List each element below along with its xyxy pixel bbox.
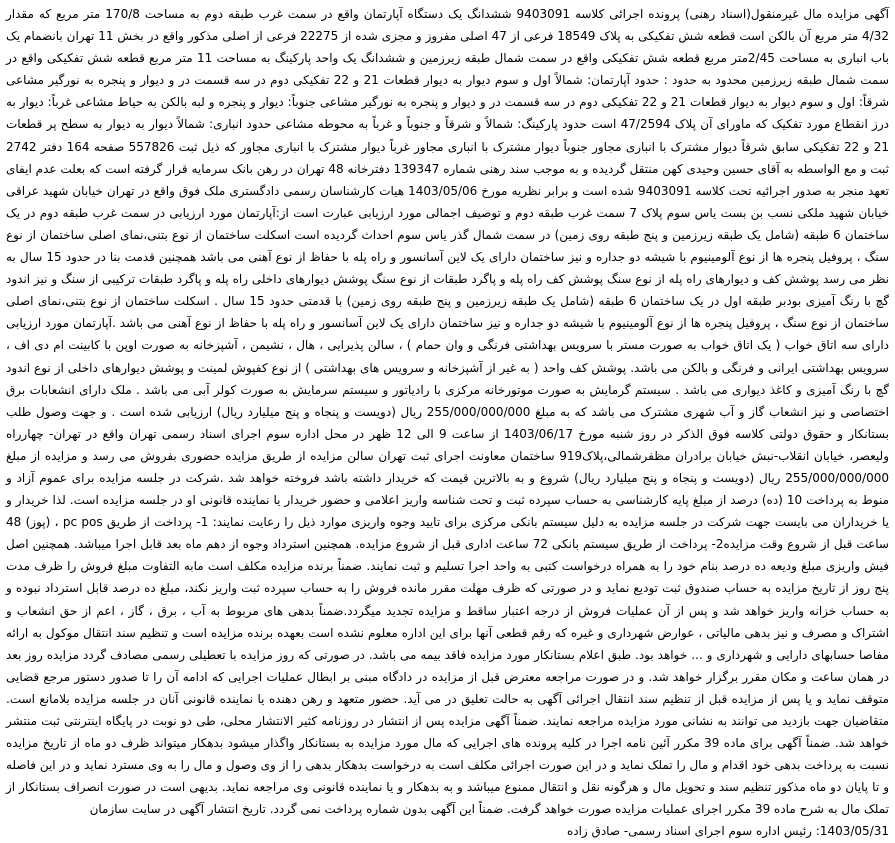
notice-body-text: آگهی مزایده مال غیرمنقول(اسناد رهنی) پرونده اجرائی کلاسه 9403091 ششدانگ یک دستگاه آپارتمان واقع در سمت غرب طبقه دوم به مساحت 170/8 متر مربع که مقدار 4/32 متر مربع آن بالکن است قطعه شش تفکیکی به پلاک 18549 فرعی از 47 اصلی مفروز و مجزی شده از 22275 فرعی از اصلی مذکور واقع در بخش 11 تهران بانضمام یک باب انباری به مساحت 2/45متر مربع قطعه شش تفکیکی واقع در سمت شمال طبقه زیرزمین و ششدانگ یک واحد پارکینگ به مساحت 11 متر مربع قطعه شش تفکیکی واقع در سمت شمال طبقه زیرزمین محدود به حدود : حدود آپارتمان: شمالاً اول و سوم دیوار به دیوار قطعات 21 و 22 تفکیکی دوم در سه قسمت در و دیوار و پنجره به نورگیر مشاعی شرقاً: اول و سوم دیوار به دیوار قطعات 21 و 22 تفکیکی دوم در سه قسمت در و دیوار و پنجره به نورگیر مشاعی جنوباً: دیوار و پنجره و لبه بالکن به حیاط مشاعی غرباً: دیوار به درز انقطاع مورد تفکیک که ماورای آن پلاک 47/2594 است حدود پارکینگ: شمالاً و شرقاً و جنوباً و غرباً به محوطه مشاعی حدود انباری: شمالاً دیوار به دیوار به سطح پر قطعات 21 و 22 تفکیکی سابق شرقاً دیوار مشترک با انباری مجاور جنوباً دیوار مشترک با انباری مجاور غرباً دیوار مشترک با انباری مجاور که ذیل ثبت 557826 صفحه 164 دفتر 2742 ثبت و مع الواسطه به آقای حسین وحیدی کهن منتقل گردیده و به موجب سند رهنی شماره 139347 دفترخانه 48 تهران در رهن بانک سرمایه قرار گرفته است که بعلت عدم ایفای تعهد منجر به صدور اجرائیه تحت کلاسه 9403091 شده است و برابر نظریه مورخ 1403/05/06 هیات کارشناسان رسمی دادگستری ملک فوق واقع در تهران خیابان شهید عراقی خیابان شهید ملکی نسب بن بست یاس سوم پلاک 7 سمت غرب طبقه دوم و توصیف اجمالی مورد ارزیابی عبارت است از:آپارتمان مورد ارزیابی در سمت غرب طبقه دوم در یک ساختمان 6 طبقه (شامل یک طبقه زیرزمین و پنج طبقه روی زمین) در سمت شمال گذر یاس سوم احداث گردیده است اسکلت ساختمان از نوع بتنی،نمای اصلی ساختمان از نوع سنگ ، پروفیل پنجره ها از نوع آلومینیوم با شیشه دو جداره و نیز ساختمان دارای یک لاین آسانسور و راه پله با حفاظ از نوع آهنی می باشد همچنین قدمت بنا در حدود 15 سال به نظر می رسد پوشش کف و دیوارهای راه پله از نوع سنگ پوشش کف راه پله و پاگرد طبقات از نوع سنگ پوشش دیوارهای داخلی راه پله و پاگرد طبقات ترکیبی از سنگ و نیز اندود گچ با رنگ آمیزی بودبر طبقه اول در یک ساختمان 6 طبقه (شامل یک طبقه زیرزمین و پنج طبقه روی زمین) با قدمتی حدود 15 سال . اسکلت ساختمان از نوع بتنی،نمای اصلی ساختمان از نوع سنگ ، پروفیل پنجره ها از نوع آلومینیوم با شیشه دو جداره و نیز ساختمان دارای یک لاین آسانسور و راه پله با حفاظ از نوع آهنی می باشد .آپارتمان مورد ارزیابی دارای سه اتاق خواب ( یک اتاق خواب به صورت مستر با سرویس بهداشتی فرنگی و وان حمام ) ، سالن پذیرایی ، هال ، نشیمن ، آشپزخانه به صورت اوپن با کابینت ام دی اف ، سرویس بهداشتی ایرانی و فرنگی و بالکن می باشد. پوشش کف واحد ( به غیر از آشپزخانه و سرویس های بهداشتی ) از نوع کفپوش لمینت و پوشش دیوارهای داخلی از نوع اندود گچ با رنگ آمیزی و کاغذ دیواری می باشد . سیستم گرمایش به صورت موتورخانه مرکزی با رادیاتور و سیستم سرمایش به صورت کولر آبی می باشد . ملک دارای انشعابات برق اختصاصی و نیز انشعاب گاز و آب شهری مشترک می باشد که به مبلغ 255/000/000/000 ریال (دویست و پنجاه و پنج میلیارد ریال) ارزیابی شده است . و جهت وصول طلب بستانکار و حقوق دولتی کلاسه فوق الذکر در روز شنبه مورخ 1403/06/17 از ساعت 9 الی 12 ظهر در محل اداره سوم اجرای اسناد رسمی تهران واقع در تهران- چهارراه ولیعصر، خیابان انقلاب-نبش خیابان برادران مظفرشمالی،پلاک919 ساختمان معاونت اجرای ثبت تهران سالن مزایده از طریق مزایده حضوری بفروش می رسد و مزایده از مبلغ 255/000/000/000 ریال (دویست و پنجاه و پنج میلیارد ریال) شروع و به بالاترین قیمت که خریدار داشته باشد فروخته خواهد شد .شرکت در جلسه مزایده برای عموم آزاد و منوط به پرداخت 10 (ده) درصد از مبلغ پایه کارشناسی به حساب سپرده ثبت و تحت شناسه واریز اعلامی و حضور خریدار یا نماینده قانونی او در جلسه مزایده است. لذا خریدار و یا خریداران می بایست جهت شرکت در جلسه مزایده به دلیل سیستم بانکی مرکزی برای تایید وجوه واریزی موارد ذیل را رعایت نمایند: 1- پرداخت از طریق pc pos ، (پوز) 48 ساعت قبل از شروع وقت مزایده2- پرداخت از طریق سیستم بانکی 72 ساعت اداری قبل از شروع مزایده. همچنین استرداد وجوه از دهم ماه بعد قابل اجرا میباشد. همچنین اصل فیش واریزی مبلغ ودیعه ده درصد بنام خود را به همراه درخواست کتبی به واحد اجرا تسلیم و ثبت نمایند. ضمناً برنده مزایده مکلف است مابه التفاوت مبلغ فروش را ظرف مدت پنج روز از تاریخ مزایده به حساب صندوق ثبت تودیع نماید و در صورتی که ظرف مهلت مقرر مانده فروش را به حساب سپرده ثبت واریز نکند، مبلغ ده درصد قابل استرداد نبوده و به حساب خزانه واریز خواهد شد و پس از آن عملیات فروش از درجه اعتبار ساقط و مزایده تجدید میگردد.ضمناً بدهی های مربوط به آب ، برق ، گاز ، اعم از حق انشعاب و اشتراک و مصرف و نیز بدهی مالیاتی ، عوارض شهرداری و غیره که رقم قطعی آنها برای این اداره معلوم نشده است بعهده برنده مزایده است و تنظیم سند انتقال موکول به ارائه مفاصا حسابهای دارایی و شهرداری و ... خواهد بود. طبق اعلام بستانکار مورد مزایده فاقد بیمه می باشد. در صورتی که روز مزایده با تعطیلی رسمی مصادف گردد مزایده روز بعد در همان ساعت و مکان مقرر برگزار خواهد شد. و در صورت مراجعه معترض قبل از مزایده در دادگاه مبنی بر ابطال عملیات اجرایی که ادامه آن را تا صدور دستور مرجع قضایی متوقف نماید و یا پس از مزایده قبل از تنظیم سند انتقال اجرائی آگهی به حالت تعلیق در می آید. حضور متعهد و رهن دهنده یا نماینده قانونی آنان در جلسه مزایده بلامانع است. متقاضیان جهت بازدید می توانند به نشانی مورد مزایده مراجعه نمایند. ضمناً آگهی مزایده پس از انتشار در روزنامه کثیر الانتشار محلی، طی دو نوبت در پایگاه اینترنتی ثبت منتشر خواهد شد. ضمناً آگهی برای ماده 39 مکرر آئین نامه اجرا در کلیه پرونده های اجرایی که مال مورد مزایده به بستانکار واگذار میشود بدهکار میتواند ظرف دو ماه از تاریخ مزایده نسبت به پرداخت بدهی خود اقدام و مال را تملک نماید و در این صورت اجرائی مکلف است به درخواست بدهکار بدهی را از وی وصول و مال را به وی مسترد نماید و در این فاصله و تا پایان دو ماه مذکور تنظیم سند و تحویل مال و هرگونه نقل و انتقال ممنوع میباشد و به بدهکار و یا نماینده قانونی وی مراجعه نماید. بدیهی است در صورت انصراف بستانکار از تملک مال به شرح ماده 39 مکرر اجرای عملیات مزایده صورت خواهد گرفت. ضمناً این آگهی بدون شماره پرداخت نمی گردد. تاریخ انتشار آگهی در سایت سازمان (6, 7, 890, 817)
notice-signature-line: 1403/05/31: رئیس اداره سوم اجرای اسناد رسمی- صادق زاده (566, 824, 889, 839)
